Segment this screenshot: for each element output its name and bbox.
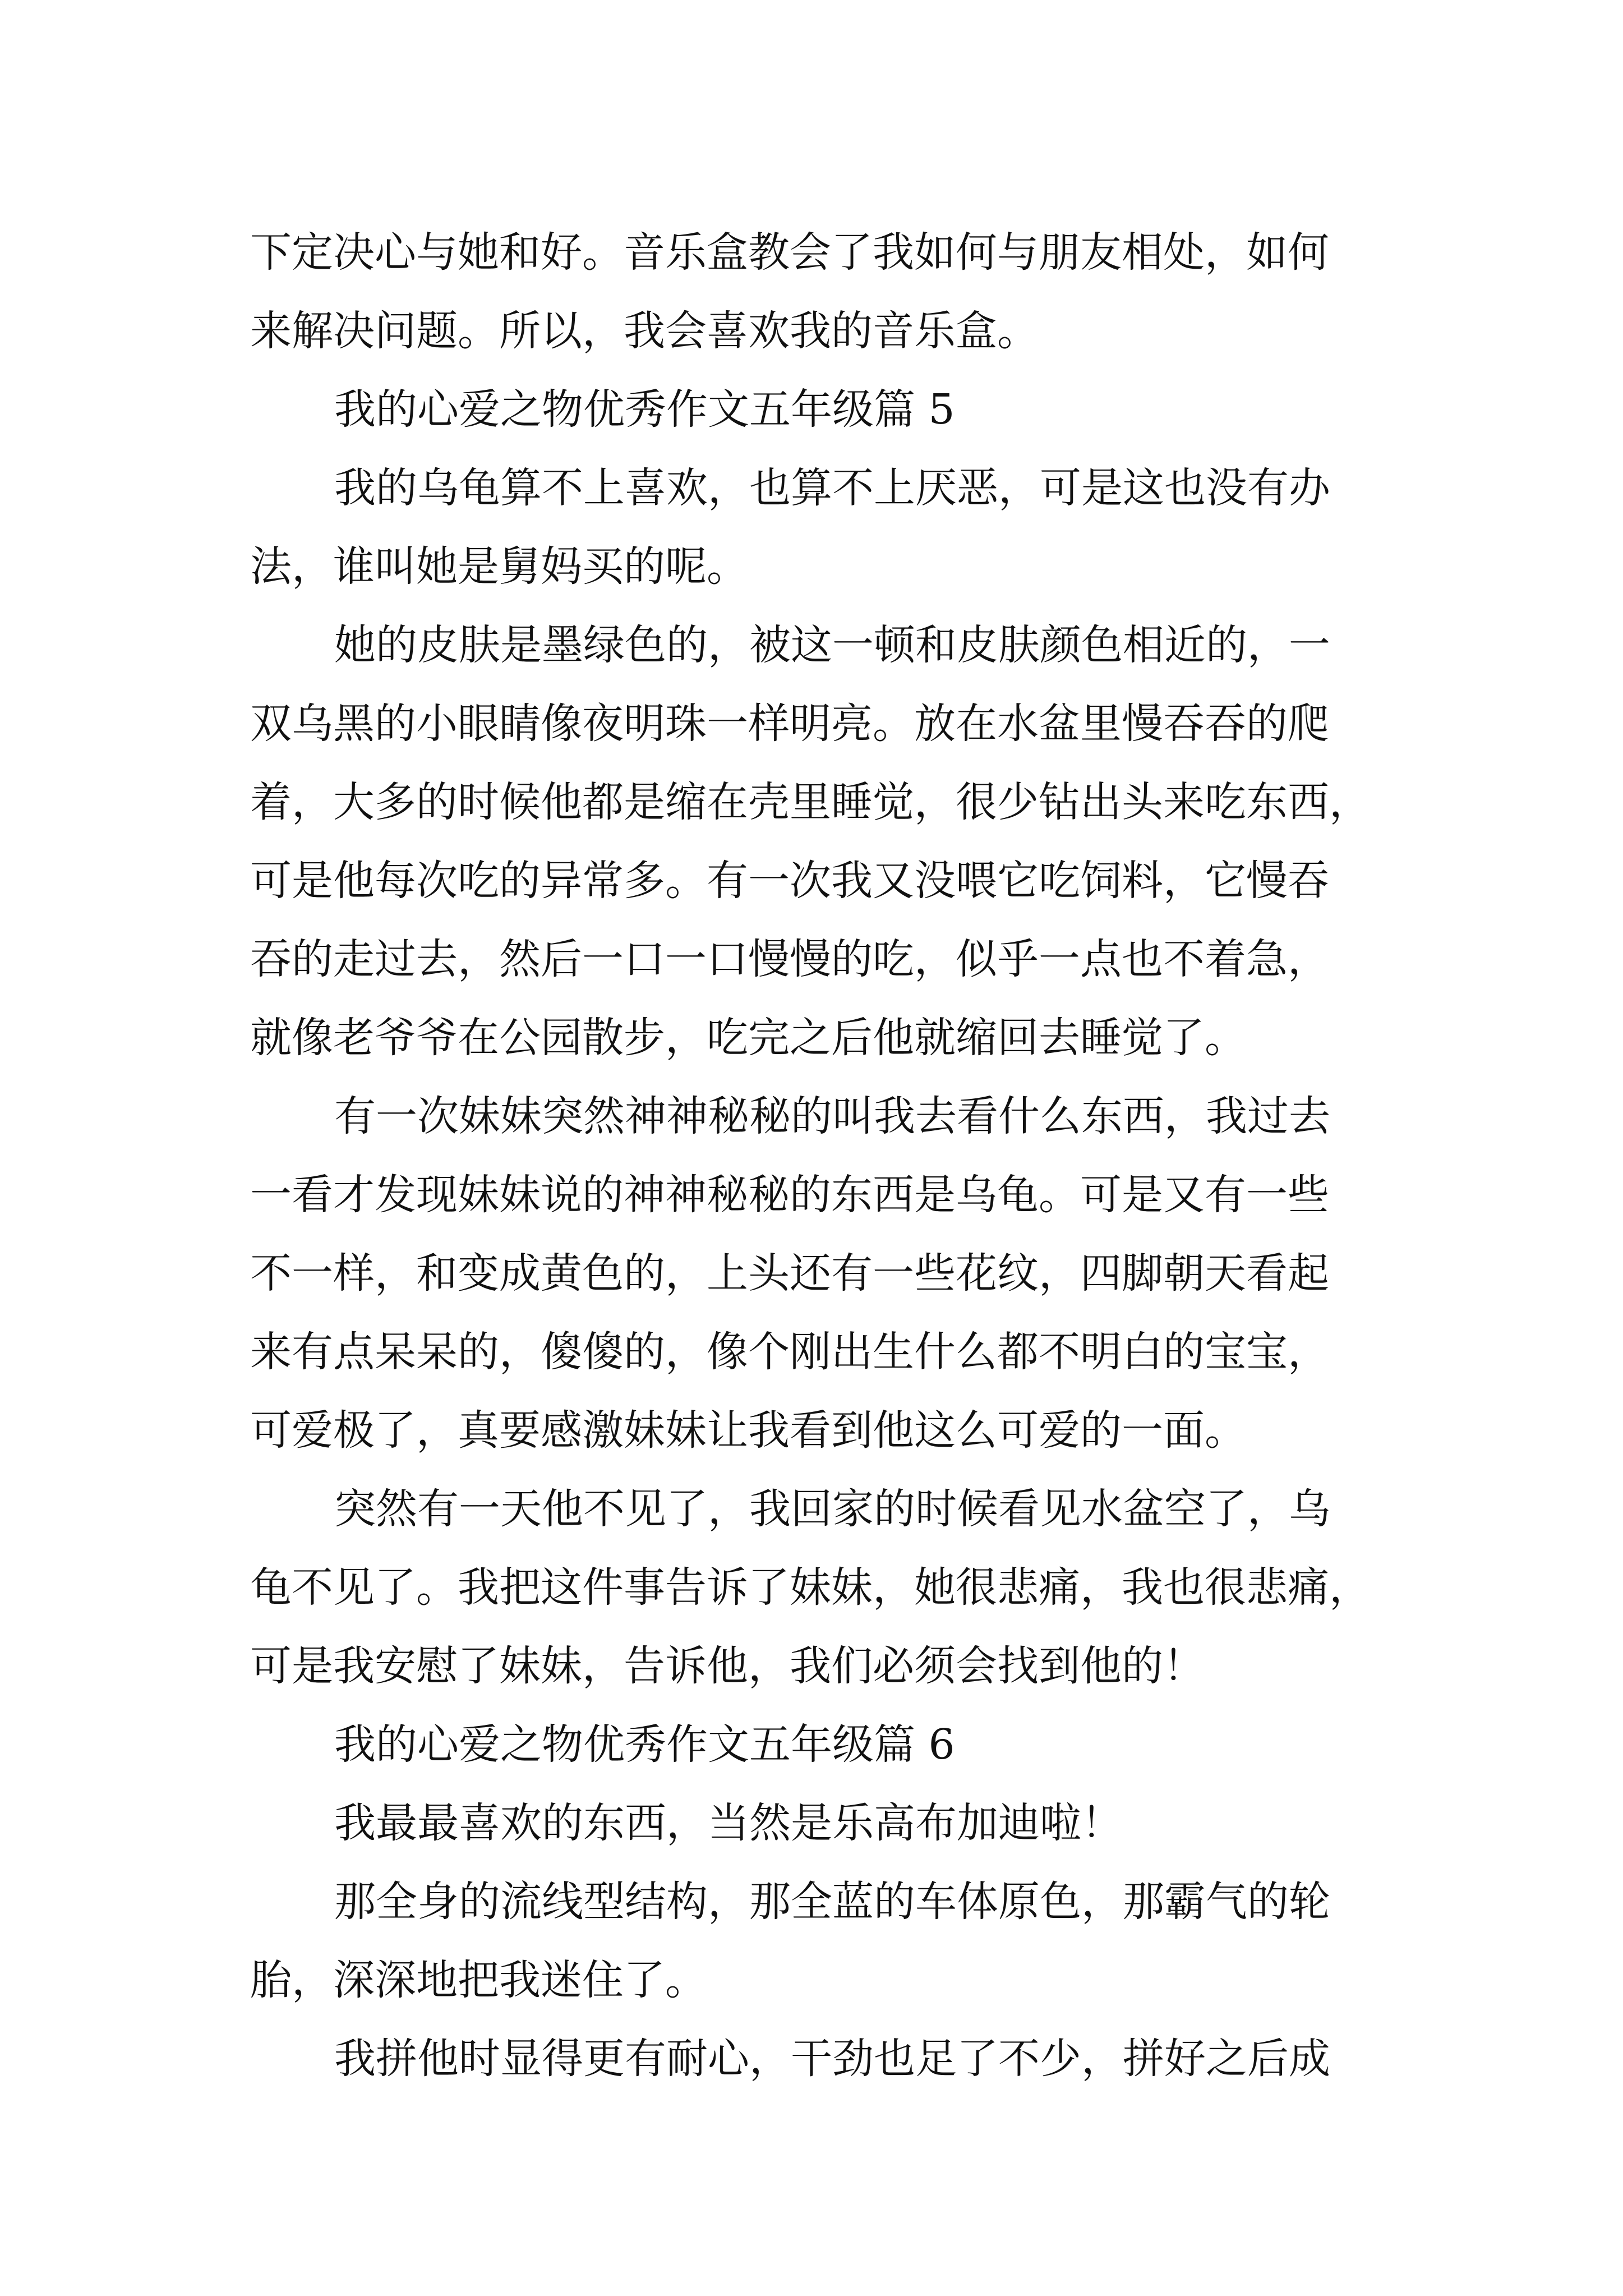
- paragraph-line: 可是他每次吃的异常多。有一次我又没喂它吃饲料，它慢吞: [250, 857, 1329, 905]
- paragraph-line: 龟不见了。我把这件事告诉了妹妹，她很悲痛，我也很悲痛，: [250, 1563, 1371, 1612]
- paragraph-line: 那全身的流线型结构，那全蓝的车体原色，那霸气的轮: [334, 1878, 1330, 1926]
- paragraph-line: 我的乌龟算不上喜欢，也算不上厌恶，可是这也没有办: [334, 464, 1330, 512]
- paragraph-line: 突然有一天他不见了，我回家的时候看见水盆空了，乌: [334, 1485, 1330, 1533]
- paragraph-line: 就像老爷爷在公园散步，吃完之后他就缩回去睡觉了。: [250, 1014, 1246, 1062]
- paragraph-line: 我最最喜欢的东西，当然是乐高布加迪啦！: [334, 1799, 1123, 1847]
- paragraph-line: 可爱极了，真要感激妹妹让我看到他这么可爱的一面。: [250, 1406, 1246, 1455]
- paragraph-line: 她的皮肤是墨绿色的，被这一顿和皮肤颜色相近的，一: [334, 621, 1330, 669]
- document-body: [250, 213, 1405, 2098]
- paragraph-line: 吞的走过去，然后一口一口慢慢的吃，似乎一点也不着急，: [250, 935, 1329, 983]
- paragraph-line: 来有点呆呆的，傻傻的，像个刚出生什么都不明白的宝宝，: [250, 1328, 1329, 1376]
- paragraph-line: 来解决问题。所以，我会喜欢我的音乐盒。: [250, 307, 1039, 355]
- paragraph-line: 可是我安慰了妹妹，告诉他，我们必须会找到他的！: [250, 1642, 1205, 1690]
- paragraph-line: 胎，深深地把我迷住了。: [250, 1956, 707, 2004]
- paragraph-line: 着，大多的时候他都是缩在壳里睡觉，很少钻出头来吃东西，: [250, 778, 1371, 826]
- paragraph-line: 法，谁叫她是舅妈买的呢。: [250, 542, 748, 591]
- section-heading: 我的心爱之物优秀作文五年级篇 5: [334, 385, 955, 434]
- section-heading: 我的心爱之物优秀作文五年级篇 6: [334, 1720, 955, 1769]
- paragraph-line: 我拼他时显得更有耐心，干劲也足了不少，拼好之后成: [334, 2035, 1330, 2083]
- paragraph-line: 双乌黑的小眼睛像夜明珠一样明亮。放在水盆里慢吞吞的爬: [250, 700, 1329, 748]
- paragraph-line: 一看才发现妹妹说的神神秘秘的东西是乌龟。可是又有一些: [250, 1171, 1329, 1219]
- paragraph-line: 有一次妹妹突然神神秘秘的叫我去看什么东西，我过去: [334, 1092, 1330, 1140]
- paragraph-line: 不一样，和变成黄色的，上头还有一些花纹，四脚朝天看起: [250, 1249, 1329, 1297]
- paragraph-line: 下定决心与她和好。音乐盒教会了我如何与朋友相处，如何: [250, 228, 1329, 277]
